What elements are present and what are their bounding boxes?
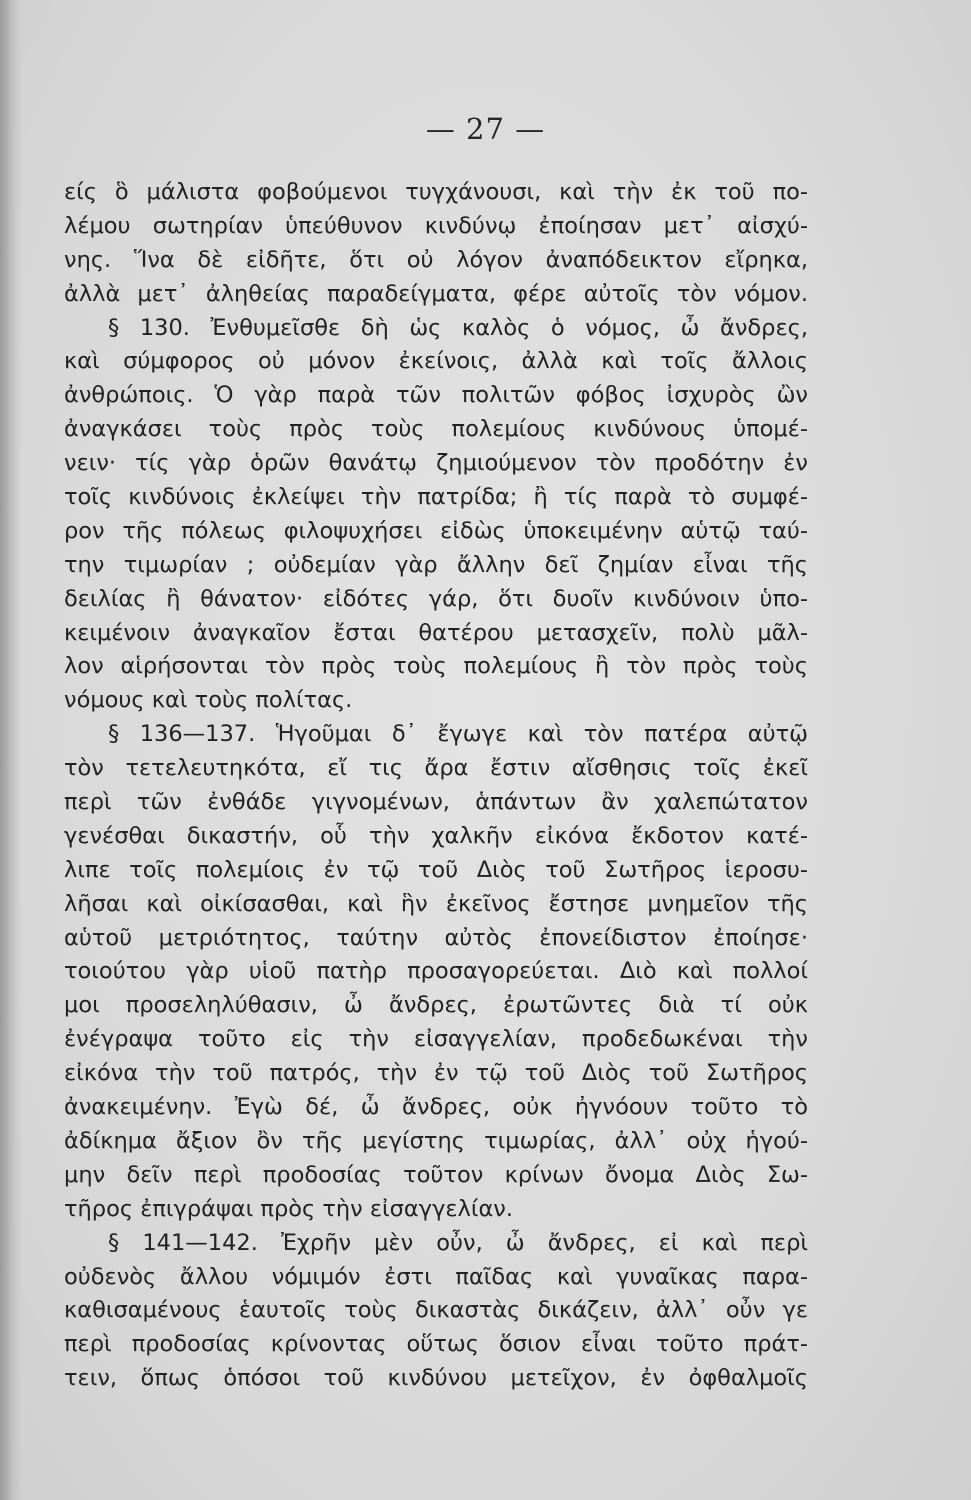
text-line: την τιμωρίαν ; οὐδεμίαν γὰρ ἄλλην δεῖ ζημίαν εἶναι τῆς [64, 551, 808, 578]
text-line: γενέσθαι δικαστήν, οὗ τὴν χαλκῆν εἰκόνα ἔκδοτον κατέ- [64, 822, 808, 849]
text-line: τοιούτου γὰρ υἱοῦ πατὴρ προσαγορεύεται. Διὸ καὶ πολλοί [64, 958, 808, 985]
text-line: καὶ σύμφορος οὐ μόνον ἐκείνοις, ἀλλὰ καὶ τοῖς ἄλλοις [64, 348, 808, 375]
text-line: τειν, ὅπως ὁπόσοι τοῦ κινδύνου μετεῖχον, ἐν ὀφθαλμοῖς [64, 1365, 808, 1392]
text-line: § 130. Ἐνθυμεῖσθε δὴ ὡς καλὸς ὁ νόμος, ὦ ἄνδρες, [108, 314, 808, 341]
text-line: καθισαμένους ἑαυτοῖς τοὺς δικαστὰς δικάζειν, ἀλλ᾽ οὖν γε [64, 1297, 808, 1324]
text-line: λῆσαι καὶ οἰκίσασθαι, καὶ ἣν ἐκεῖνος ἔστησε μνημεῖον τῆς [64, 890, 808, 917]
text-line: λον αἱρήσονται τὸν πρὸς τοὺς πολεμίους ἢ τὸν πρὸς τοὺς [64, 653, 808, 680]
text-line: περὶ προδοσίας κρίνοντας οὕτως ὅσιον εἶναι τοῦτο πράτ- [64, 1331, 808, 1358]
text-line: μοι προσεληλύθασιν, ὦ ἄνδρες, ἐρωτῶντες διὰ τί οὐκ [64, 992, 808, 1019]
text-line: είς ὃ μάλιστα φοβούμενοι τυγχάνουσι, καὶ τὴν ἐκ τοῦ πο- [64, 179, 808, 205]
text-line: ἀνθρώποις. Ὁ γὰρ παρὰ τῶν πολιτῶν φόβος ἰσχυρὸς ὢν [64, 382, 808, 409]
text-line: ἀδίκημα ἄξιον ὂν τῆς μεγίστης τιμωρίας, ἀλλ᾽ οὐχ ἡγού- [64, 1127, 808, 1154]
text-line: ρον τῆς πόλεως φιλοψυχήσει εἰδὼς ὑποκειμένην αὑτῷ ταύ- [64, 517, 808, 544]
text-line: εἰκόνα τὴν τοῦ πατρός, τὴν ἐν τῷ τοῦ Διὸς τοῦ Σωτῆρος [64, 1060, 808, 1087]
text-line: λέμου σωτηρίαν ὑπεύθυνον κινδύνῳ ἐποίησαν μετ᾽ αἰσχύ- [64, 212, 808, 239]
text-line: § 141—142. Ἐχρῆν μὲν οὖν, ὦ ἄνδρες, εἰ καὶ περὶ [108, 1229, 808, 1256]
text-line: ἐνέγραψα τοῦτο εἰς τὴν εἰσαγγελίαν, προδεδωκέναι τὴν [64, 1026, 808, 1053]
text-line: νειν· τίς γὰρ ὁρῶν θανάτῳ ζημιούμενον τὸν προδότην ἐν [64, 450, 808, 477]
text-line: νόμους καὶ τοὺς πολίτας. [64, 687, 353, 714]
body-text [64, 176, 808, 1396]
text-line: ἀνακειμένην. Ἐγὼ δέ, ὦ ἄνδρες, οὐκ ἠγνόουν τοῦτο τὸ [64, 1094, 808, 1121]
text-line: τοῖς κινδύνοις ἐκλείψει τὴν πατρίδα; ἢ τίς παρὰ τὸ συμφέ- [64, 484, 808, 511]
text-line: οὐδενὸς ἄλλου νόμιμόν ἐστι παῖδας καὶ γυναῖκας παρα- [64, 1263, 808, 1290]
text-line: δειλίας ἢ θάνατον· εἰδότες γάρ, ὅτι δυοῖν κινδύνοιν ὑπο- [64, 585, 808, 612]
text-line: μην δεῖν περὶ προδοσίας τοῦτον κρίνων ὄνομα Διὸς Σω- [64, 1161, 808, 1188]
text-line: ἀλλὰ μετ᾽ ἀληθείας παραδείγματα, φέρε αὐτοῖς τὸν νόμον. [64, 280, 808, 307]
text-line: τῆρος ἐπιγράψαι πρὸς τὴν εἰσαγγελίαν. [64, 1195, 514, 1222]
text-line: § 136—137. Ἡγοῦμαι δ᾽ ἔγωγε καὶ τὸν πατέρα αὐτῷ [108, 721, 808, 748]
text-line: ἀναγκάσει τοὺς πρὸς τοὺς πολεμίους κινδύνους ὑπομέ- [64, 416, 808, 443]
page-number: — 27 — [425, 112, 546, 146]
text-line: περὶ τῶν ἐνθάδε γιγνομένων, ἁπάντων ἂν χαλεπώτατον [64, 789, 808, 816]
page-gutter-shadow [0, 0, 22, 1500]
text-line: αὑτοῦ μετριότητος, ταύτην αὐτὸς ἐπονείδιστον ἐποίησε· [64, 924, 808, 951]
text-line: τὸν τετελευτηκότα, εἴ τις ἄρα ἔστιν αἴσθησις τοῖς ἐκεῖ [64, 755, 808, 782]
text-line: νης. Ἵνα δὲ εἰδῆτε, ὅτι οὐ λόγον ἀναπόδεικτον εἴρηκα, [64, 246, 808, 273]
text-line: λιπε τοῖς πολεμίοις ἐν τῷ τοῦ Διὸς τοῦ Σωτῆρος ἱεροσυ- [64, 856, 808, 883]
text-line: κειμένοιν ἀναγκαῖον ἔσται θατέρου μετασχεῖν, πολὺ μᾶλ- [64, 619, 808, 646]
